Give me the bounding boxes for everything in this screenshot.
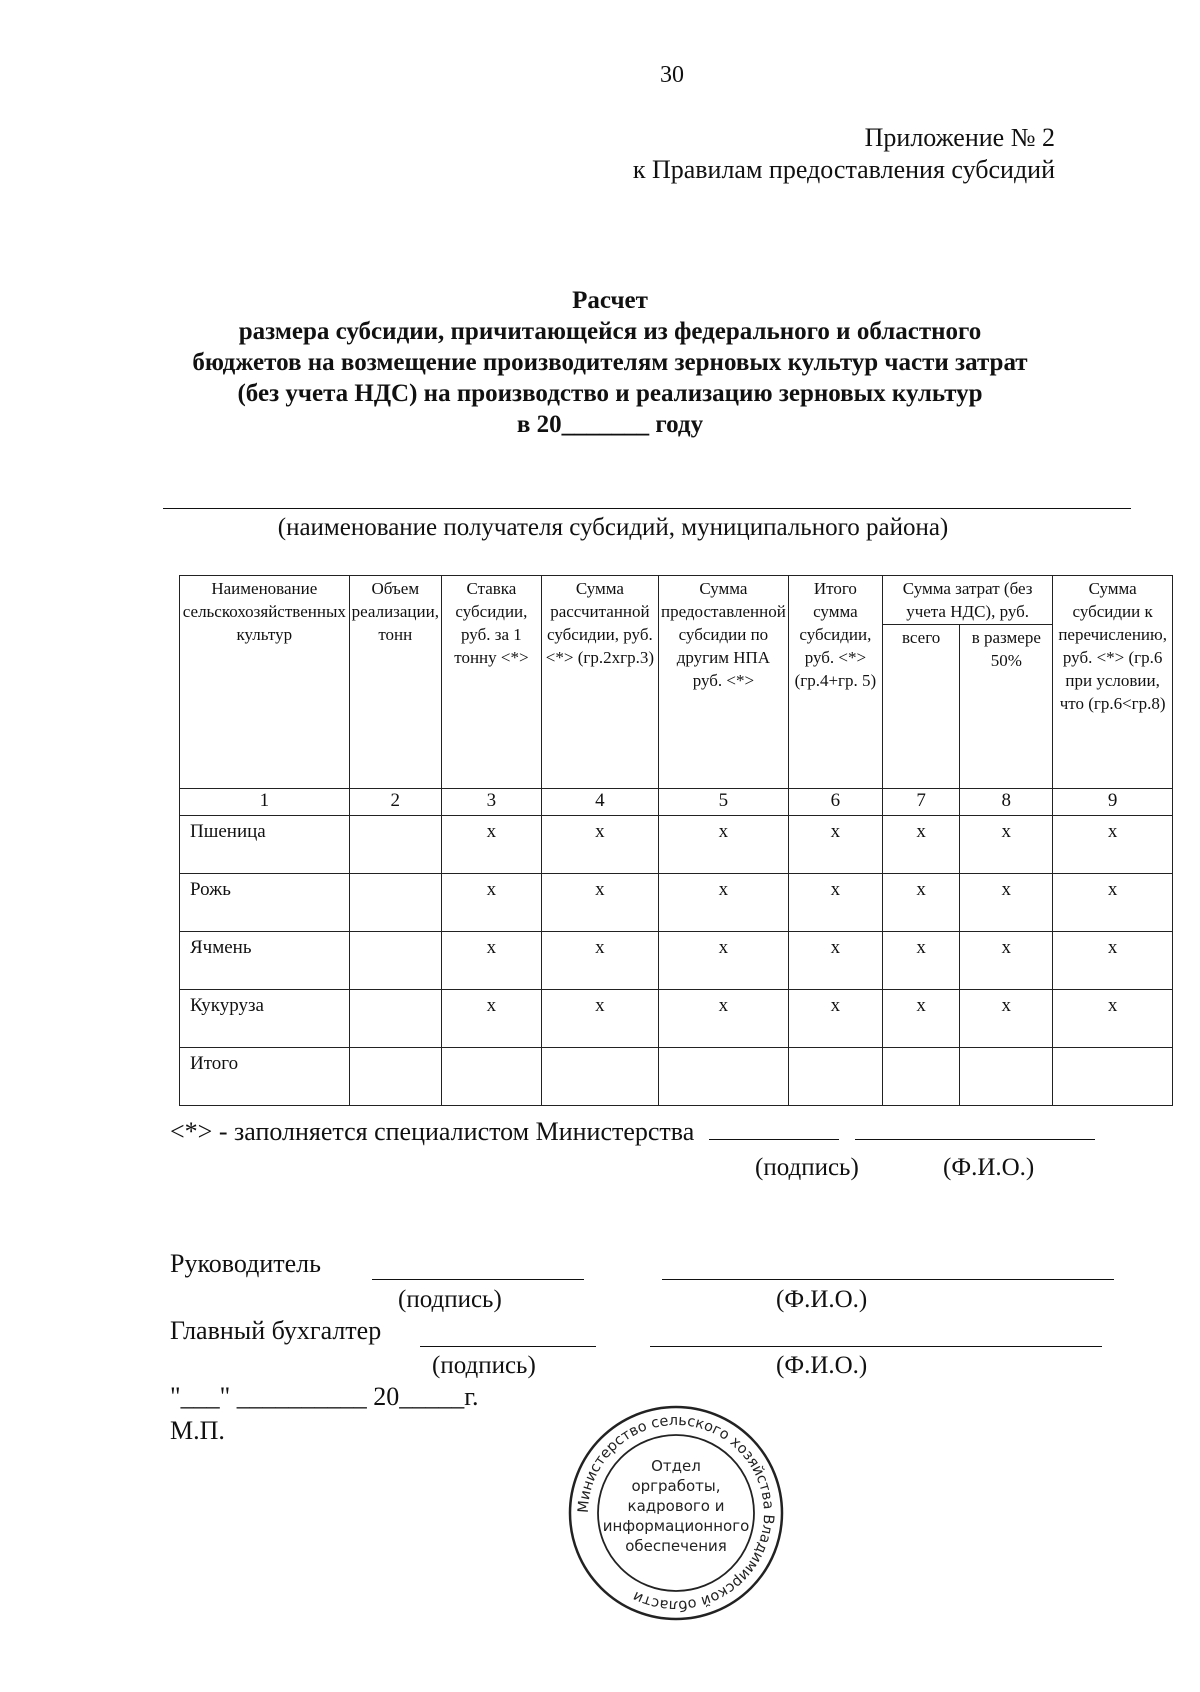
table-cell: x [788,990,882,1048]
table-cell: x [441,932,541,990]
table-cell: x [441,990,541,1048]
header-crop-name: Наименование сельскохозяйственных культур [180,576,350,789]
accountant-fio-caption: (Ф.И.О.) [776,1352,868,1379]
column-number: 3 [441,789,541,816]
table-cell [349,1048,441,1106]
column-number: 1 [180,789,350,816]
header-costs-total: всего [882,625,959,789]
recipient-line [163,508,1131,509]
title-line1: Расчет [572,287,648,314]
head-signature-caption: (подпись) [398,1286,502,1313]
table-row [180,874,1173,932]
header-volume: Объем реализации, тонн [349,576,441,789]
header-rate: Ставка субсидии, руб. за 1 тонну <*> [441,576,541,789]
accountant-label: Главный бухгалтер [170,1316,382,1345]
recipient-caption: (наименование получателя субсидий, муниципального района) [277,514,949,541]
appendix-line2: к Правилам предоставления субсидий [632,155,1055,184]
stamp-ring-text: Министерство сельского хозяйства Владимирской области [575,1412,777,1614]
table-cell [349,874,441,932]
table-cell [882,1048,959,1106]
table-cell: x [1053,932,1173,990]
crop-name: Итого [180,1048,350,1106]
table-cell: x [1053,874,1173,932]
total-row [180,1048,1173,1106]
header-costs: Сумма затрат (без учета НДС), руб. [882,576,1052,625]
seal-label: М.П. [170,1416,225,1445]
header-row [180,576,1173,625]
stamp-center-line: кадрового и [627,1497,725,1515]
footnote-text: <*> - заполняется специалистом Министерства [170,1117,695,1146]
table-cell: x [658,816,788,874]
table-cell [349,932,441,990]
table-cell: x [658,990,788,1048]
column-number: 7 [882,789,959,816]
title-line5: в 20_______ году [516,411,704,438]
header-transfer-subsidy: Сумма субсидии к перечислению, руб. <*> (гр.6 при условии, что (гр.6<гр.8) [1053,576,1173,789]
table-cell: x [541,874,658,932]
accountant-signature-line [420,1345,596,1347]
table-cell: x [788,874,882,932]
head-label: Руководитель [170,1249,321,1278]
stamp-center-line: информационного [602,1517,750,1535]
stamp-center-line: оргработы, [631,1477,721,1495]
column-number: 4 [541,789,658,816]
table-cell: x [882,990,959,1048]
column-number-row [180,789,1173,816]
column-number: 5 [658,789,788,816]
table-cell [960,1048,1053,1106]
appendix-line1: Приложение № 2 [864,123,1055,152]
head-fio-caption: (Ф.И.О.) [776,1286,868,1313]
header-calculated-subsidy: Сумма рассчитанной субсидии, руб. <*> (гр.2хгр.3) [541,576,658,789]
table-cell: x [441,874,541,932]
table-cell: x [960,816,1053,874]
page-number: 30 [660,62,684,88]
table-cell [349,816,441,874]
header-costs-half: в размере 50% [960,625,1053,789]
table-cell [658,1048,788,1106]
date-line: "___" __________ 20_____г. [170,1382,479,1411]
table-cell [788,1048,882,1106]
document-title [150,285,1070,440]
title-line3: бюджетов на возмещение производителям зерновых культур части затрат [192,349,1028,376]
header-total-subsidy: Итого сумма субсидии, руб. <*> (гр.4+гр. 5) [788,576,882,789]
table-cell: x [658,874,788,932]
table-cell: x [541,816,658,874]
table-row [180,990,1173,1048]
table-cell: x [541,990,658,1048]
table-cell: x [960,874,1053,932]
stamp-center-line: Отдел [651,1457,701,1475]
accountant-signature-caption: (подпись) [432,1352,536,1379]
column-number: 6 [788,789,882,816]
ministry-fio-line [855,1138,1095,1140]
ministry-signature-line [709,1138,839,1140]
stamp-center-line: обеспечения [625,1537,727,1555]
header-other-subsidy: Сумма предоставленной субсидии по другим НПА руб. <*> [658,576,788,789]
ministry-signature-caption: (подпись) [755,1154,859,1181]
table-cell: x [882,816,959,874]
title-line2: размера субсидии, причитающейся из федерального и областного [238,318,982,345]
table-cell: x [788,816,882,874]
column-number: 8 [960,789,1053,816]
table-cell: x [882,932,959,990]
table-cell: x [1053,816,1173,874]
head-fio-line [662,1278,1114,1280]
crop-name: Рожь [180,874,350,932]
table-cell [1053,1048,1173,1106]
head-signature-line [372,1278,584,1280]
column-number: 2 [349,789,441,816]
appendix-header [633,122,1055,186]
table-cell: x [960,990,1053,1048]
table-cell: x [882,874,959,932]
table-row [180,932,1173,990]
table-cell: x [788,932,882,990]
table-cell [441,1048,541,1106]
accountant-fio-line [650,1345,1102,1347]
table-row [180,816,1173,874]
official-stamp [566,1403,786,1623]
crop-name: Кукуруза [180,990,350,1048]
column-number: 9 [1053,789,1173,816]
footnote-line [170,1117,1095,1147]
table-cell: x [1053,990,1173,1048]
table-cell: x [960,932,1053,990]
crop-name: Пшеница [180,816,350,874]
subsidy-table [179,575,1173,1106]
table-cell [541,1048,658,1106]
table-cell [349,990,441,1048]
table-cell: x [441,816,541,874]
title-line4: (без учета НДС) на производство и реализацию зерновых культур [237,380,983,407]
ministry-fio-caption: (Ф.И.О.) [943,1154,1035,1181]
table-cell: x [541,932,658,990]
crop-name: Ячмень [180,932,350,990]
table-cell: x [658,932,788,990]
